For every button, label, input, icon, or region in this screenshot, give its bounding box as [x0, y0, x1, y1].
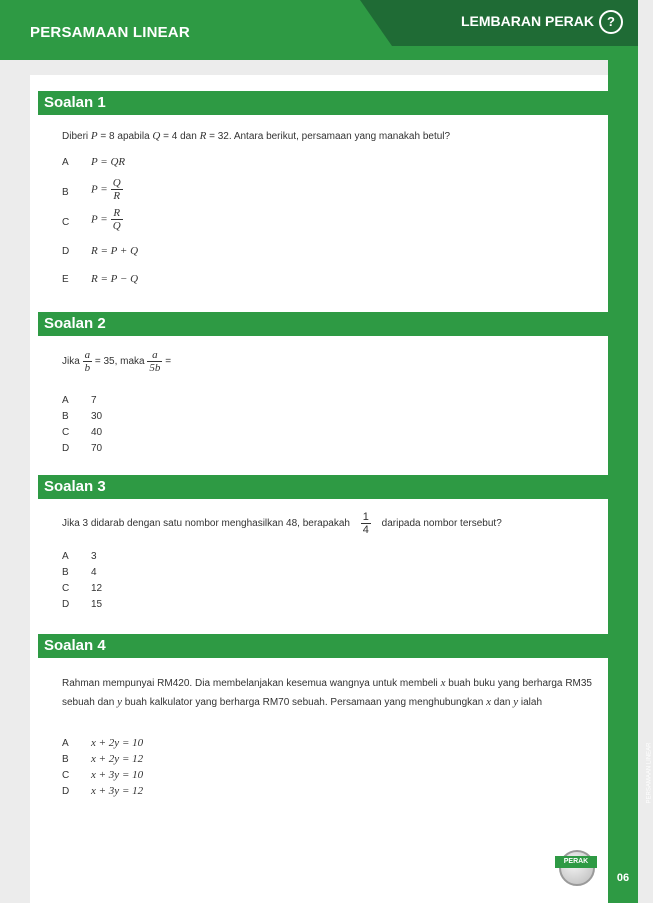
option-text: 4 — [91, 567, 97, 578]
option-text: x + 2y = 12 — [91, 753, 144, 765]
option-fraction — [91, 207, 123, 232]
fraction — [83, 349, 93, 374]
option-text: x + 3y = 12 — [91, 785, 144, 797]
stem-text: ialah — [518, 697, 543, 708]
option-letter: B — [62, 411, 69, 422]
math-var: y — [117, 696, 122, 708]
header-title: PERSAMAAN LINEAR — [30, 24, 190, 41]
option-fraction — [91, 177, 123, 202]
question-1-stem — [62, 130, 450, 142]
option-letter: C — [62, 427, 70, 438]
stem-text: buah kalkulator yang berharga RM70 sebuah. Persamaan yang menghubungkan — [121, 697, 487, 708]
option-text: x + 2y = 10 — [91, 737, 144, 749]
fraction-numerator: a — [84, 349, 91, 361]
math-var: P — [90, 130, 98, 142]
stem-text: Rahman mempunyai RM420. Dia membelanjakan kesemua wangnya untuk membeli — [62, 678, 441, 689]
option-letter: B — [62, 567, 69, 578]
side-strip — [608, 60, 638, 903]
option-letter: A — [62, 157, 69, 168]
option-letter: B — [62, 754, 69, 765]
fraction-denominator: Q — [112, 220, 121, 232]
math-var: y — [513, 696, 519, 708]
side-topic-label: PERSAMAAN LINEAR — [646, 742, 653, 804]
stem-text: = 35, maka — [94, 356, 145, 368]
fraction-denominator: b — [84, 362, 91, 374]
perak-badge-label: PERAK — [555, 856, 597, 868]
stem-text: Jika — [62, 356, 80, 368]
fraction-numerator: R — [111, 207, 123, 220]
question-2-title: Soalan 2 — [44, 315, 106, 332]
option-text: x + 3y = 10 — [91, 769, 144, 781]
question-2-stem — [62, 349, 171, 374]
option-text: 7 — [91, 395, 97, 406]
math-var: x — [486, 696, 491, 708]
option-text: 12 — [91, 583, 103, 594]
header-series-label: LEMBARAN PERAK — [461, 13, 594, 29]
math-var: R — [199, 130, 207, 142]
help-icon[interactable]: ? — [599, 10, 623, 34]
stem-text: = 8 apabila — [97, 131, 153, 142]
option-text: 30 — [91, 411, 103, 422]
option-letter: D — [62, 786, 70, 797]
stem-text: = 4 dan — [160, 131, 200, 142]
option-letter: B — [62, 187, 69, 198]
option-letter: A — [62, 395, 69, 406]
stem-text: daripada nombor tersebut? — [381, 518, 502, 530]
option-text: R = P − Q — [91, 273, 139, 285]
stem-text: = — [165, 356, 172, 368]
question-3-bar — [38, 475, 608, 499]
fraction-numerator: 1 — [362, 511, 369, 523]
fraction-numerator: Q — [112, 177, 121, 189]
option-lhs: P = — [91, 213, 108, 226]
option-text: 40 — [91, 427, 103, 438]
fraction — [111, 177, 123, 202]
fraction-denominator: 5b — [149, 362, 161, 374]
stem-text: Jika 3 didarab dengan satu nombor menghasilkan 48, berapakah — [62, 518, 350, 530]
option-text: 70 — [91, 443, 103, 454]
question-3-title: Soalan 3 — [44, 478, 106, 495]
question-3-stem — [62, 511, 502, 536]
fraction — [111, 207, 123, 232]
stem-text: dan — [490, 697, 514, 708]
question-2-bar — [38, 312, 608, 336]
fraction-denominator: R — [113, 190, 121, 202]
option-text: P = QR — [91, 156, 126, 168]
option-text: 15 — [91, 599, 103, 610]
fraction — [147, 349, 162, 374]
header-slant — [360, 0, 392, 46]
stem-text: Diberi — [62, 131, 91, 142]
fraction-numerator: a — [147, 349, 162, 362]
option-lhs: P = — [91, 183, 108, 196]
question-4-stem — [62, 674, 592, 712]
option-letter: C — [62, 770, 70, 781]
stem-text: = 32. Antara berikut, persamaan yang manakah betul? — [206, 131, 451, 142]
option-letter: D — [62, 599, 70, 610]
question-4-title: Soalan 4 — [44, 637, 106, 654]
fraction — [361, 511, 371, 536]
option-text: 3 — [91, 551, 97, 562]
option-letter: D — [62, 246, 70, 257]
option-letter: E — [62, 274, 69, 285]
question-1-title: Soalan 1 — [44, 94, 106, 111]
math-var: x — [440, 677, 446, 689]
option-letter: C — [62, 583, 70, 594]
option-letter: D — [62, 443, 70, 454]
question-1-bar — [38, 91, 608, 115]
option-letter: A — [62, 551, 69, 562]
option-letter: A — [62, 738, 69, 749]
math-var: Q — [152, 130, 161, 142]
fraction-denominator: 4 — [362, 524, 369, 536]
option-text: R = P + Q — [91, 245, 139, 257]
question-4-bar — [38, 634, 608, 658]
option-letter: C — [62, 217, 70, 228]
stem-text: buah buku yang berharga RM35 sebuah dan — [62, 678, 592, 708]
page-number: 06 — [616, 872, 630, 884]
